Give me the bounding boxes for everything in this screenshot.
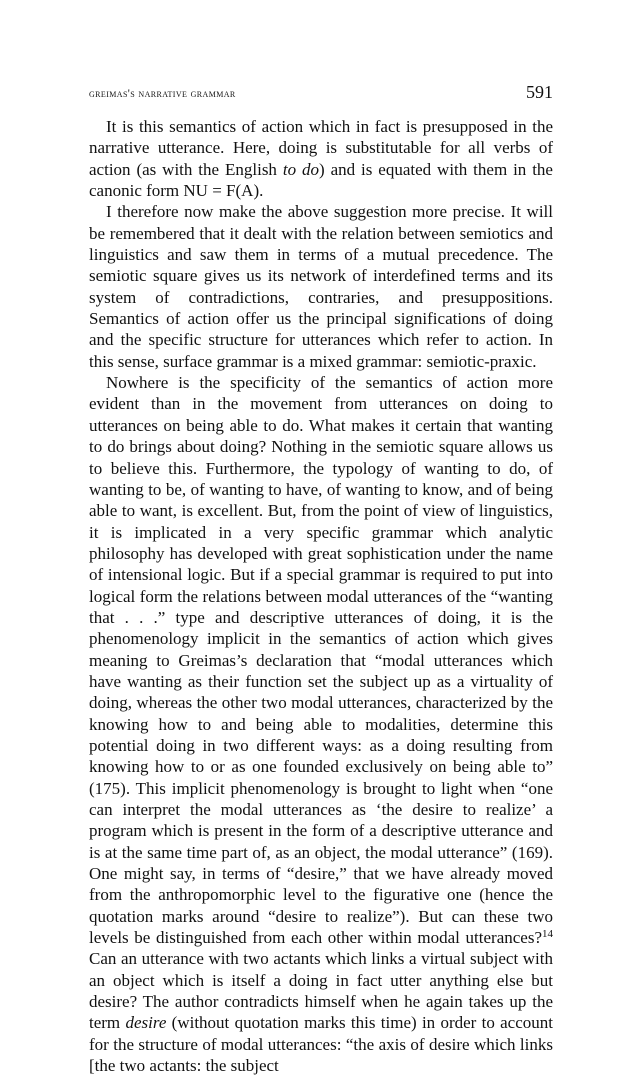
footnote-marker-14[interactable]: 14 xyxy=(542,928,553,941)
page-number: 591 xyxy=(526,82,553,102)
paragraph-1-text-a: It is this semantics of action which in fact is presupposed in the narrative utterance. Here, doing is substitutable for all verbs of action (as with the English xyxy=(89,117,553,179)
page-header xyxy=(89,82,553,104)
paragraph-3-text-b: Can an utterance with two actants which links a virtual subject with an object which is itself a doing in fact utter anything else but desire? The author contradicts himself when he again takes up the term xyxy=(89,949,553,1033)
paragraph-3-italic-desire: desire xyxy=(125,1013,167,1033)
paragraph-1 xyxy=(89,116,553,201)
paragraph-3-text-c: (without quotation marks this time) in order to account for the structure of modal utterances: “the axis of desire which links [the two actants: the subject xyxy=(89,1013,553,1076)
body-text xyxy=(89,116,553,1076)
running-head: greimas's narrative grammar xyxy=(89,88,236,100)
paragraph-1-italic-to-do: to do xyxy=(282,159,319,179)
paragraph-3-text-a: Nowhere is the specificity of the semantics of action more evident than in the movement from utterances on doing to utterances on being able to do. What makes it certain that wanting to do brings about doing? Nothing in the semiotic square allows us to believe this. Furthermore, the typology of wanting to do, of wanting to be, of wanting to have, of wanting to know, and of being able to want, is excellent. But, from the point of view of linguistics, it is implicated in a very specific grammar which analytic philosophy has developed with great sophistication under the name of intensional logic. But if a special grammar is required to put into logical form the relations between modal utterances of the “wanting that . . .” type and descriptive utterances of doing, it is the phenomenology implicit in the semantics of action which gives meaning to Greimas’s declaration that “modal utterances which have wanting as their function set the subject up as a virtuality of doing, whereas the other two modal utterances, characterized by the knowing how to and being able to modalities, determine this potential doing in two different ways: as a doing resulting from knowing how to or as one founded exclusively on being able to” (175). This implicit phenomenology is brought to light when “one can interpret the modal utterances as ‘the desire to realize’ a program which is present in the form of a descriptive utterance and is at the same time part of, as an object, the modal utterance” (169). One might say, in terms of “desire,” that we have already moved from the anthropomorphic level to the figurative one (hence the quotation marks around “desire to realize”). But can these two levels be distinguished from each other within modal utterances? xyxy=(89,373,553,948)
paragraph-2: I therefore now make the above suggestion more precise. It will be remembered that it dealt with the relation between semiotics and linguistics and saw them in terms of a mutual precedence. The semiotic square gives us its network of interdefined terms and its system of contradictions, contraries, and presuppositions. Semantics of action offer us the principal significations of doing and the specific structure for utterances which refer to action. In this sense, surface grammar is a mixed grammar: semiotic-praxic. xyxy=(89,202,553,371)
paragraph-3 xyxy=(89,372,553,1076)
paragraph-1-text-b: ) and is equated with them in the canonic form NU = F(A). xyxy=(89,159,553,201)
